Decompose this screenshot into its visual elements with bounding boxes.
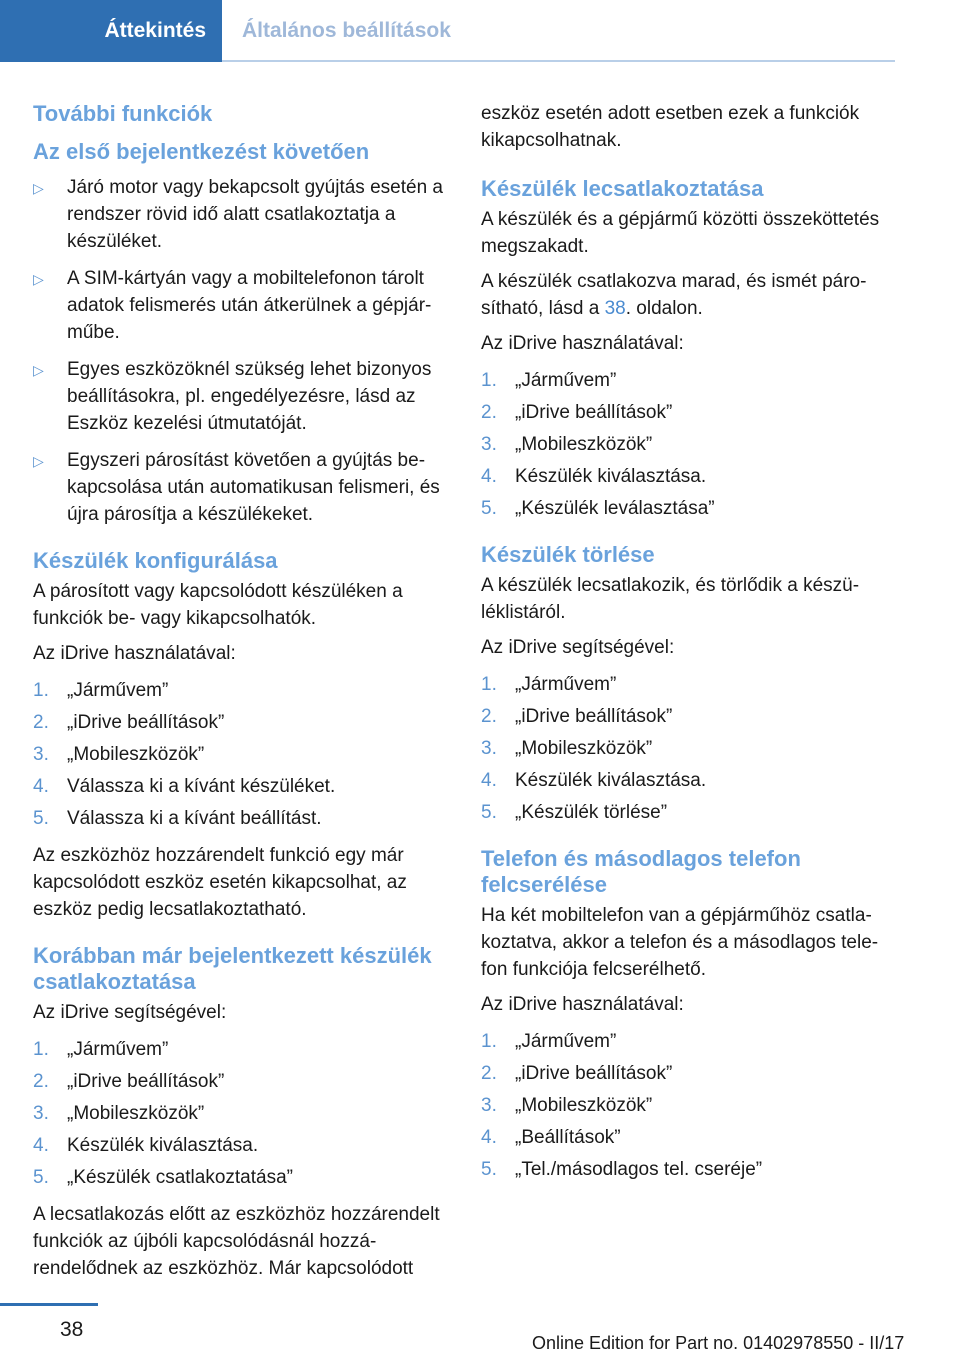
- list-item: ▷ Egyes eszközöknél szükség lehet bizonyos beállításokra, pl. engedélyezésre, lásd az Eszköz kezelési útmutatóját.: [33, 359, 432, 434]
- list-item: ▷ Járó motor vagy bekapcsolt gyújtás esetén a rendszer rövid idő alatt csatlakoztatja a készüléket.: [33, 177, 443, 252]
- tab-general-settings[interactable]: Általános beállítások: [242, 19, 451, 42]
- list-item: 5. „Készülék törlése”: [481, 802, 668, 823]
- list-item: 1. „Járművem”: [481, 370, 617, 391]
- list-item: 1. „Járművem”: [481, 1031, 617, 1052]
- step-list: [33, 677, 451, 832]
- list-item: 2. „iDrive beállítások”: [481, 402, 673, 423]
- heading-device-delete: Készülék törlése: [481, 542, 655, 567]
- paragraph: A készülék és a gépjármű közötti összeköttetés megszakadt.: [481, 209, 880, 257]
- list-item: 2. „iDrive beállítások”: [33, 712, 225, 733]
- list-item: 3. „Mobileszközök”: [481, 1095, 653, 1116]
- triangle-bullet-icon: ▷: [33, 180, 44, 196]
- header-tabs: [0, 0, 895, 62]
- paragraph: Az iDrive használatával:: [481, 333, 684, 354]
- list-item: ▷ Egyszeri párosítást követően a gyújtás bekapcsolása után automatikusan felismeri, és újra párosítja a készülékeket.: [33, 450, 440, 525]
- right-column: [481, 100, 895, 1193]
- tab-overview[interactable]: Áttekintés: [0, 0, 222, 62]
- header-divider: [222, 60, 895, 62]
- footer-rule: [0, 1303, 98, 1306]
- list-item: 4. Válassza ki a kívánt készüléket.: [33, 776, 336, 797]
- list-item: 4. „Beállítások”: [481, 1127, 621, 1148]
- heading-device-configuration: Készülék konfigurálása: [33, 548, 278, 573]
- triangle-bullet-icon: ▷: [33, 453, 44, 469]
- list-item: 4. Készülék kiválasztása.: [481, 770, 707, 791]
- paragraph: A készülék lecsatlakozik, és törlődik a készüléklistáról.: [481, 575, 860, 623]
- edition-footer: Online Edition for Part no. 01402978550 - II/17: [532, 1333, 905, 1353]
- triangle-bullet-icon: ▷: [33, 271, 44, 287]
- triangle-bullet-icon: ▷: [33, 362, 44, 378]
- list-item: 3. „Mobileszközök”: [481, 434, 653, 455]
- paragraph: Az iDrive segítségével:: [33, 1002, 227, 1023]
- step-list: [33, 1036, 451, 1191]
- heading-connect-known-device: Korábban már bejelentkezett készülék csatlakoztatása: [33, 943, 432, 994]
- section-title: További funkciók: [33, 101, 213, 126]
- list-item: 5. „Készülék leválasztása”: [481, 498, 715, 519]
- step-list: [481, 1028, 895, 1183]
- paragraph: A lecsatlakozás előtt az eszközhöz hozzárendelt funkciók az újbóli kapcsolódásnál hozzárendelődnek az eszközhöz. Már kapcsolódott: [33, 1204, 440, 1279]
- heading-device-disconnect: Készülék lecsatlakoztatása: [481, 176, 764, 201]
- heading-swap-phones: Telefon és másodlagos telefon felcserélése: [481, 846, 801, 897]
- list-item: 3. „Mobileszközök”: [33, 1103, 205, 1124]
- step-list: [481, 367, 895, 522]
- paragraph: Az iDrive segítségével:: [481, 637, 675, 658]
- list-item: 5. Válassza ki a kívánt beállítást.: [33, 808, 322, 829]
- bullet-list: [33, 174, 451, 528]
- list-item: 3. „Mobileszközök”: [33, 744, 205, 765]
- paragraph: Az iDrive használatával:: [481, 994, 684, 1015]
- heading-after-first-login: Az első bejelentkezést követően: [33, 139, 370, 164]
- list-item: 5. „Tel./másodlagos tel. cseréje”: [481, 1159, 763, 1180]
- page-number: 38: [60, 1318, 84, 1341]
- paragraph: A párosított vagy kapcsolódott készüléken a funkciók be- vagy kikapcsolhatók.: [33, 581, 403, 629]
- list-item: 2. „iDrive beállítások”: [33, 1071, 225, 1092]
- paragraph: Az eszközhöz hozzárendelt funkció egy már kapcsolódott eszköz esetén kikapcsolhat, az eszköz pedig lecsatlakoztatható.: [33, 845, 407, 920]
- list-item: 1. „Járművem”: [33, 680, 169, 701]
- list-item: 5. „Készülék csatlakoztatása”: [33, 1167, 293, 1188]
- step-list: [481, 671, 895, 826]
- list-item: 4. Készülék kiválasztása.: [481, 466, 707, 487]
- paragraph: Ha két mobiltelefon van a gépjárműhöz csatlakoztatva, akkor a telefon és a másodlagos telefon funkciója felcserélhető.: [481, 905, 879, 980]
- list-item: 4. Készülék kiválasztása.: [33, 1135, 259, 1156]
- list-item: 3. „Mobileszközök”: [481, 738, 653, 759]
- paragraph: A készülék csatlakozva marad, és ismét párosítható, lásd a 38. oldalon.: [481, 271, 867, 319]
- list-item: 2. „iDrive beállítások”: [481, 706, 673, 727]
- paragraph: Az iDrive használatával:: [33, 643, 236, 664]
- list-item: 1. „Járművem”: [481, 674, 617, 695]
- left-column: [33, 100, 451, 1290]
- list-item: 2. „iDrive beállítások”: [481, 1063, 673, 1084]
- page-reference-link[interactable]: 38: [604, 298, 626, 319]
- paragraph: eszköz esetén adott esetben ezek a funkciók kikapcsolhatnak.: [481, 103, 860, 151]
- list-item: ▷ A SIM-kártyán vagy a mobiltelefonon tárolt adatok felismerés után átkerülnek a gépjárműbe.: [33, 268, 432, 343]
- list-item: 1. „Járművem”: [33, 1039, 169, 1060]
